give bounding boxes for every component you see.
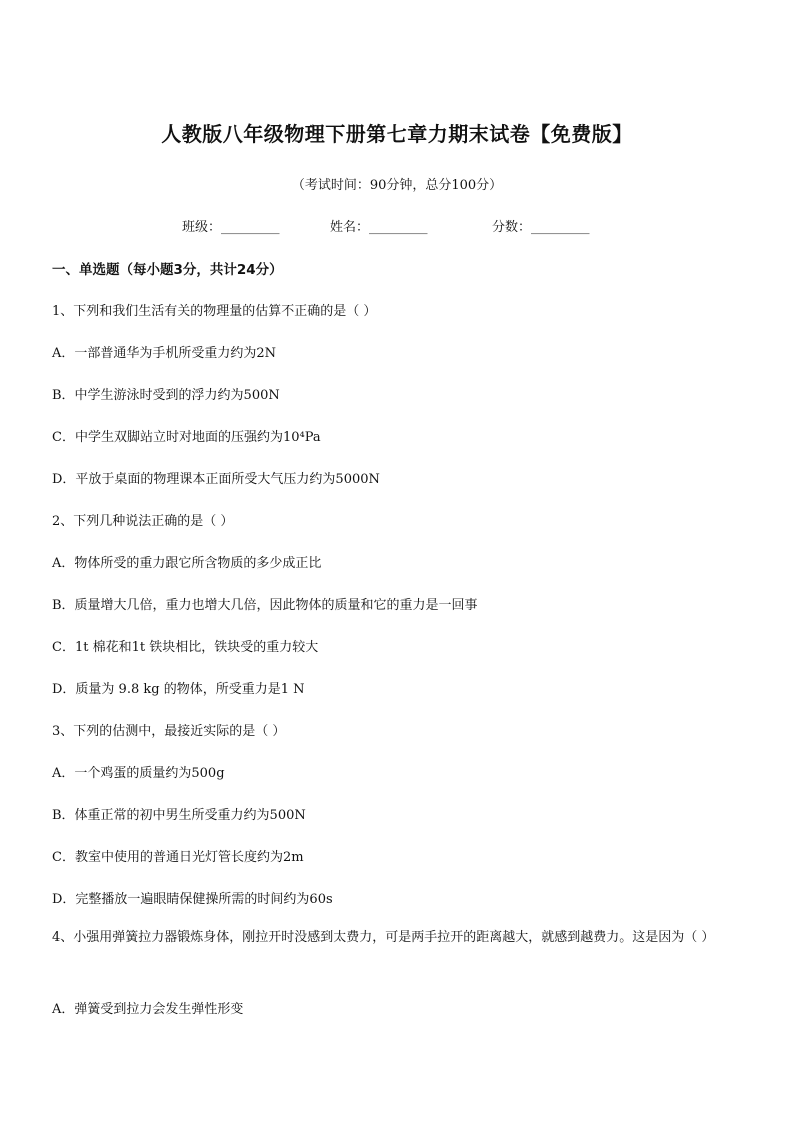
- score-field: 分数：_________: [492, 220, 590, 235]
- answer-option: D．质量为 9.8 kg 的物体，所受重力是1 N: [52, 682, 305, 697]
- answer-option: A．一个鸡蛋的质量约为500g: [52, 766, 225, 781]
- answer-option: C．中学生双脚站立时对地面的压强约为10⁴Pa: [52, 430, 321, 445]
- question-stem: 2、下列几种说法正确的是（ ）: [52, 514, 234, 529]
- answer-option: A．弹簧受到拉力会发生弹性形变: [52, 1002, 244, 1017]
- section-heading: 一、单选题（每小题3分，共计24分）: [52, 262, 283, 278]
- answer-option: B．中学生游泳时受到的浮力约为500N: [52, 388, 280, 403]
- answer-option: A．一部普通华为手机所受重力约为2N: [52, 346, 277, 361]
- question-stem: 3、下列的估测中，最接近实际的是（ ）: [52, 724, 286, 739]
- answer-option: C．1t 棉花和1t 铁块相比，铁块受的重力较大: [52, 640, 319, 655]
- answer-option: B．体重正常的初中男生所受重力约为500N: [52, 808, 306, 823]
- answer-option: C．教室中使用的普通日光灯管长度约为2m: [52, 850, 304, 865]
- answer-option: D．平放于桌面的物理课本正面所受大气压力约为5000N: [52, 472, 380, 487]
- class-field: 班级：_________: [182, 220, 280, 235]
- answer-option: A．物体所受的重力跟它所含物质的多少成正比: [52, 556, 322, 571]
- exam-title: 人教版八年级物理下册第七章力期末试卷【免费版】: [161, 122, 633, 146]
- name-field: 姓名：_________: [330, 220, 428, 235]
- answer-option: B．质量增大几倍，重力也增大几倍，因此物体的质量和它的重力是一回事: [52, 598, 478, 613]
- question-stem: 4、小强用弹簧拉力器锻炼身体，刚拉开时没感到太费力，可是两手拉开的距离越大，就感到越费力。这是因为（ ）: [52, 930, 715, 945]
- question-stem: 1、下列和我们生活有关的物理量的估算不正确的是（ ）: [52, 304, 377, 319]
- exam-subtitle: （考试时间：90分钟，总分100分）: [291, 178, 503, 193]
- answer-option: D．完整播放一遍眼睛保健操所需的时间约为60s: [52, 892, 333, 907]
